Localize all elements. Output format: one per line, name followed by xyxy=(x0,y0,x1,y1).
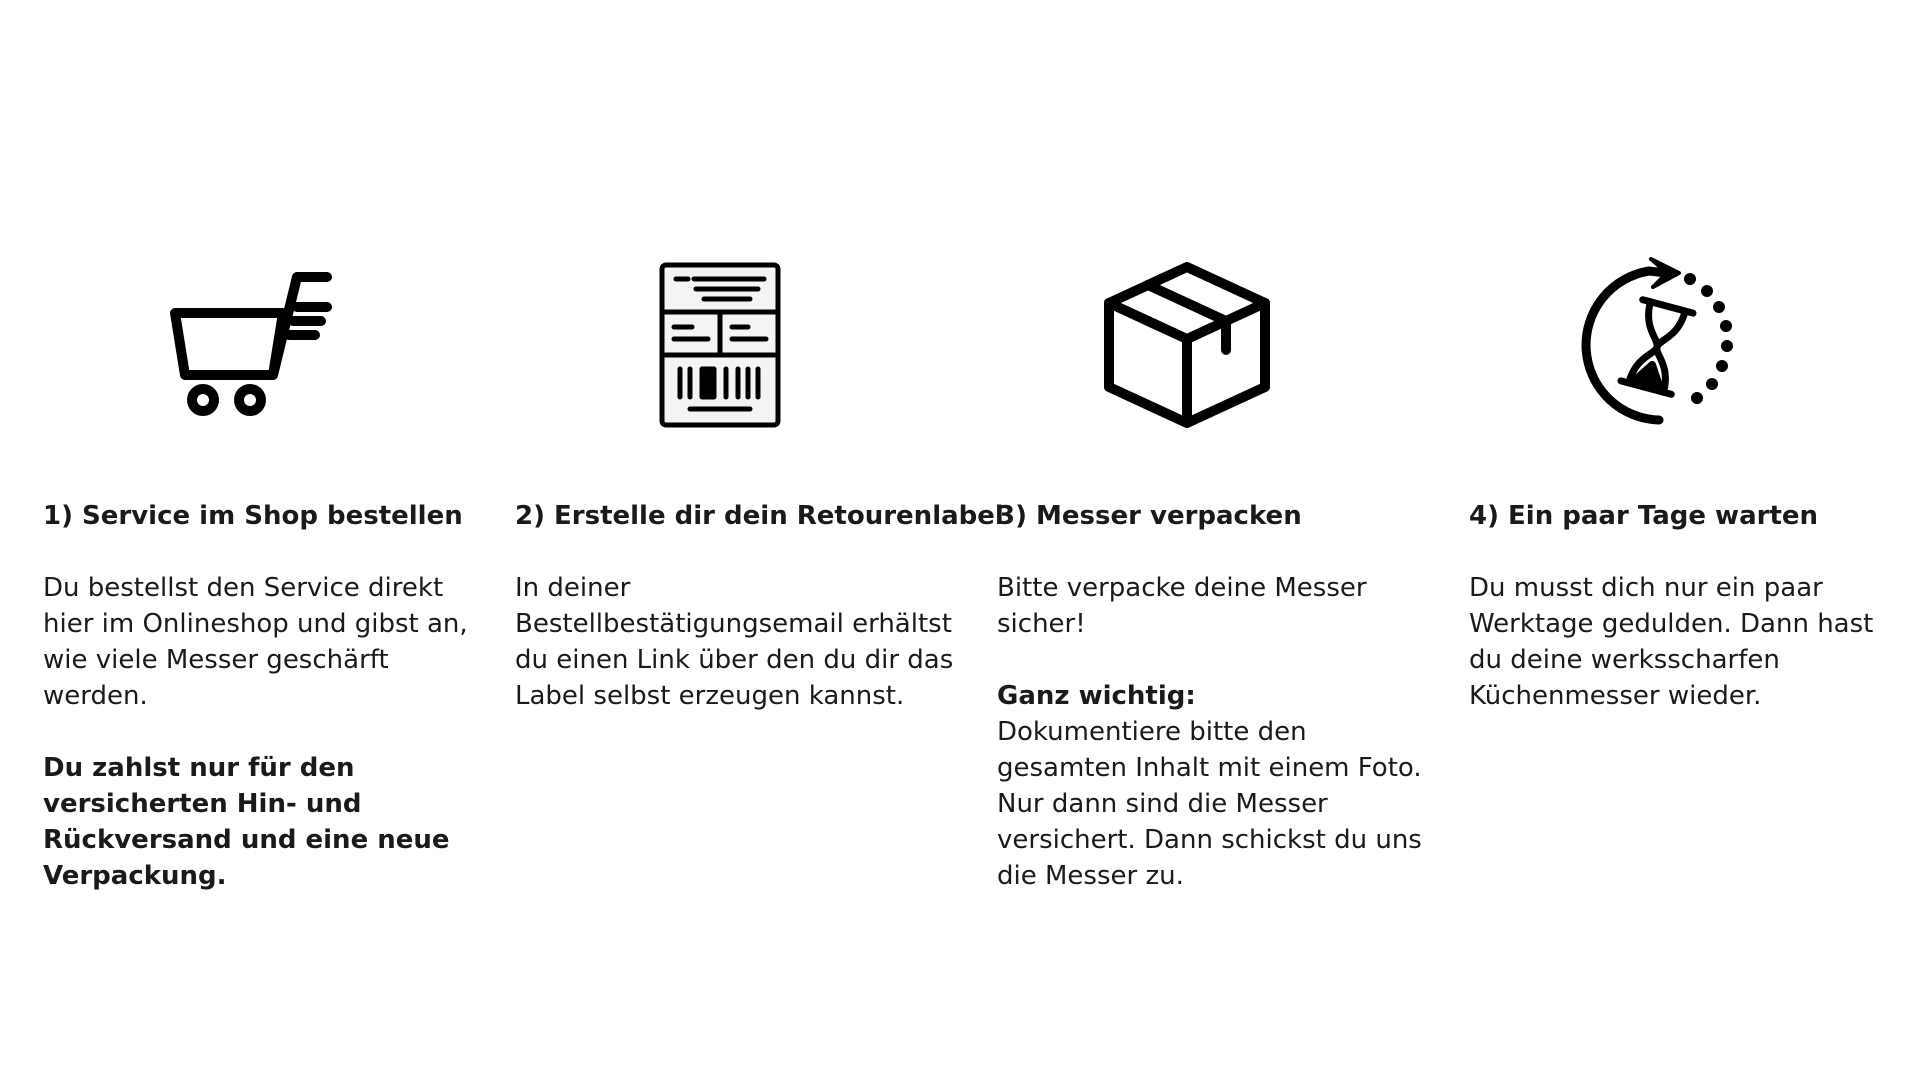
step-2-title: 2) Erstelle dir dein Retourenlabel xyxy=(515,501,1004,531)
step-1-description xyxy=(43,570,473,894)
step-3-note-body: Dokumentiere bitte den gesamten Inhalt mit einem Foto. Nur dann sind die Messer versichert. Dann schickst du uns die Messer zu. xyxy=(997,717,1422,891)
step-1-emphasis: Du zahlst nur für den versicherten Hin- und Rückversand und eine neue Verpackung. xyxy=(43,753,450,891)
step-4-description xyxy=(1469,570,1899,714)
step-1-body: Du bestellst den Service direkt hier im Onlineshop und gibst an, wie viele Messer geschärft werden. xyxy=(43,573,468,711)
step-2-description xyxy=(515,570,955,714)
step-4-title: 4) Ein paar Tage warten xyxy=(1469,501,1819,531)
step-1-title: 1) Service im Shop bestellen xyxy=(43,501,463,531)
step-2-body: In deiner Bestellbestätigungsemail erhältst du einen Link über den du dir das Label selbst erzeugen kannst. xyxy=(515,573,954,711)
box-icon xyxy=(1097,255,1277,435)
step-4-body: Du musst dich nur ein paar Werktage gedulden. Dann hast du deine werksscharfen Küchenmesser wieder. xyxy=(1469,573,1874,711)
shipping-label-icon xyxy=(630,255,810,435)
shopping-cart-icon xyxy=(165,255,345,435)
step-3-note-heading: Ganz wichtig: xyxy=(997,681,1196,711)
step-3-body: Bitte verpacke deine Messer sicher! xyxy=(997,573,1367,639)
step-3-description xyxy=(997,570,1427,894)
hourglass-refresh-icon xyxy=(1567,255,1747,435)
step-3-title: 3) Messer verpacken xyxy=(997,501,1302,531)
